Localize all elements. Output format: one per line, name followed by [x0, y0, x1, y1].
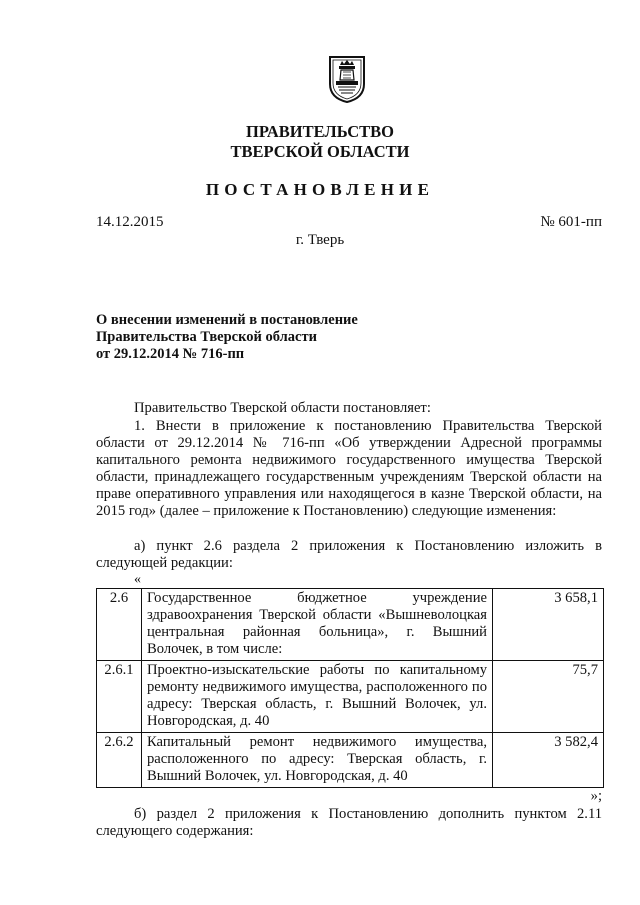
- item-code: 2.6: [97, 589, 142, 661]
- table-row: [97, 733, 604, 788]
- table-row: [97, 661, 604, 733]
- quote-open: «: [134, 572, 141, 587]
- item-name: Проектно-изыскательские работы по капитальному ремонту недвижимого имущества, расположенного по адресу: Тверская область, г. Вышний Волочек, ул. Новгородская, д. 40: [142, 661, 493, 733]
- item-value: 3 582,4: [493, 733, 604, 788]
- authority-line-2: ТВЕРСКОЙ ОБЛАСТИ: [230, 142, 410, 161]
- item-code: 2.6.2: [97, 733, 142, 788]
- item-code: 2.6.1: [97, 661, 142, 733]
- paragraph-a: а) пункт 2.6 раздела 2 приложения к Постановлению изложить в следующей редакции:: [96, 538, 602, 571]
- document-city: г. Тверь: [295, 232, 345, 248]
- item-name: Капитальный ремонт недвижимого имущества, расположенного по адресу: Тверская область, г. Вышний Волочек, ул. Новгородская, д. 40: [142, 733, 493, 788]
- table-row: [97, 589, 604, 661]
- coat-of-arms-icon: [327, 54, 367, 104]
- paragraph-1: 1. Внести в приложение к постановлению Правительства Тверской области от 29.12.2014 № 716-пп «Об утверждении Адресной программы капитального ремонта недвижимого государственного имущества Тверской области, принадлежащего государственным учреждениям Тверской области на праве оперативного управления или находящегося в казне Тверской области, на 2015 год» (далее – приложение к Постановлению) следующие изменения:: [96, 418, 602, 519]
- paragraph-b: б) раздел 2 приложения к Постановлению дополнить пунктом 2.11 следующего содержания:: [96, 806, 602, 839]
- document-number: № 601-пп: [540, 214, 602, 230]
- document-type: ПОСТАНОВЛЕНИЕ: [205, 180, 435, 199]
- quote-close: »;: [590, 788, 602, 804]
- item-name: Государственное бюджетное учреждение здравоохранения Тверской области «Вышневолоцкая центральная районная больница», г. Вышний Волочек, в том числе:: [142, 589, 493, 661]
- item-value: 3 658,1: [493, 589, 604, 661]
- intro-paragraph: Правительство Тверской области постановляет:: [134, 400, 431, 416]
- authority-line-1: ПРАВИТЕЛЬСТВО: [246, 122, 394, 141]
- item-value: 75,7: [493, 661, 604, 733]
- program-items-table: [96, 588, 604, 788]
- subject-line-1: О внесении изменений в постановление: [96, 312, 358, 328]
- document-date: 14.12.2015: [96, 214, 164, 230]
- subject-line-2: Правительства Тверской области: [96, 329, 317, 345]
- subject-line-3: от 29.12.2014 № 716-пп: [96, 346, 245, 362]
- authority-title: [0, 122, 640, 162]
- document-subject: [96, 312, 358, 363]
